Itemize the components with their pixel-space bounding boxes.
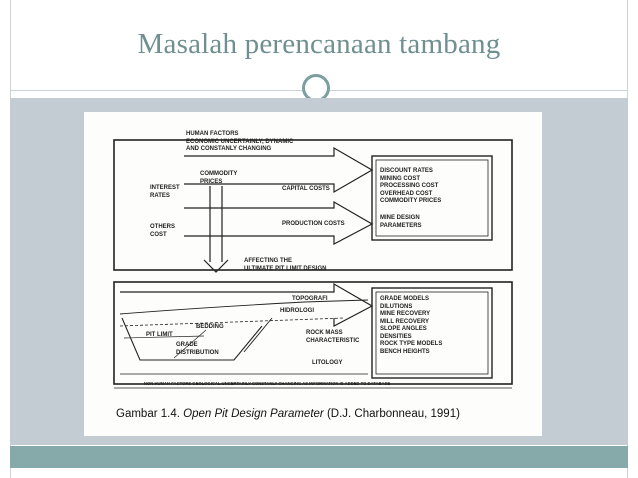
non-human-factors-note: NON HUMAN FACTORS GEOLOGICAL UNCERTAINLY CONSTANLY CHANGING AS INFORMATION IS ADDED TO DATABASE <box>144 381 391 386</box>
capital-costs-label: CAPITAL COSTS <box>282 186 330 192</box>
figure-caption <box>116 408 460 420</box>
caption-title: Open Pit Design Parameter <box>183 408 324 420</box>
bedding-label: BEDDING <box>196 324 224 330</box>
commodity-prices-label: COMMODITY PRICES <box>200 171 238 185</box>
human-factors-label: HUMAN FACTORS ECONOMIC UNCERTAINLY, DYNAMIC AND CONSTANLY CHANGING <box>186 131 294 152</box>
footer-band <box>10 446 628 468</box>
scanned-figure <box>84 112 542 436</box>
pit-limit-label: PIT LIMIT <box>146 332 173 338</box>
litology-label: LITOLOGY <box>312 360 343 366</box>
grade-distribution-label: GRADE DISTRIBUTION <box>176 342 219 356</box>
top-frame <box>114 140 512 270</box>
caption-prefix: Gambar 1.4. <box>116 408 180 420</box>
hidrologi-label: HIDROLOGI <box>280 308 314 314</box>
caption-source: (D.J. Charbonneau, 1991) <box>326 408 460 420</box>
rock-mass-label: ROCK MASS CHARACTERISTIC <box>306 330 360 344</box>
production-costs-label: PRODUCTION COSTS <box>282 221 345 227</box>
others-cost-label: OTHERS COST <box>150 224 176 238</box>
top-right-list: DISCOUNT RATES MINING COST PROCESSING COST OVERHEAD COST COMMODITY PRICES <box>380 168 442 204</box>
slide-title: Masalah perencanaan tambang <box>137 28 501 60</box>
mine-design-parameters-label: MINE DESIGN PARAMETERS <box>380 215 422 229</box>
topografi-label: TOPOGRAFI <box>292 296 328 302</box>
interest-rates-label: INTEREST RATES <box>150 185 180 199</box>
affecting-label: AFFECTING THE ULTIMATE PIT LIMIT DESIGN <box>244 258 327 272</box>
bottom-right-list: GRADE MODELS DILUTIONS MINE RECOVERY MILL RECOVERY SLOPE ANGLES DENSITIES ROCK TYPE MODELS BENCH HEIGHTS <box>380 296 443 355</box>
